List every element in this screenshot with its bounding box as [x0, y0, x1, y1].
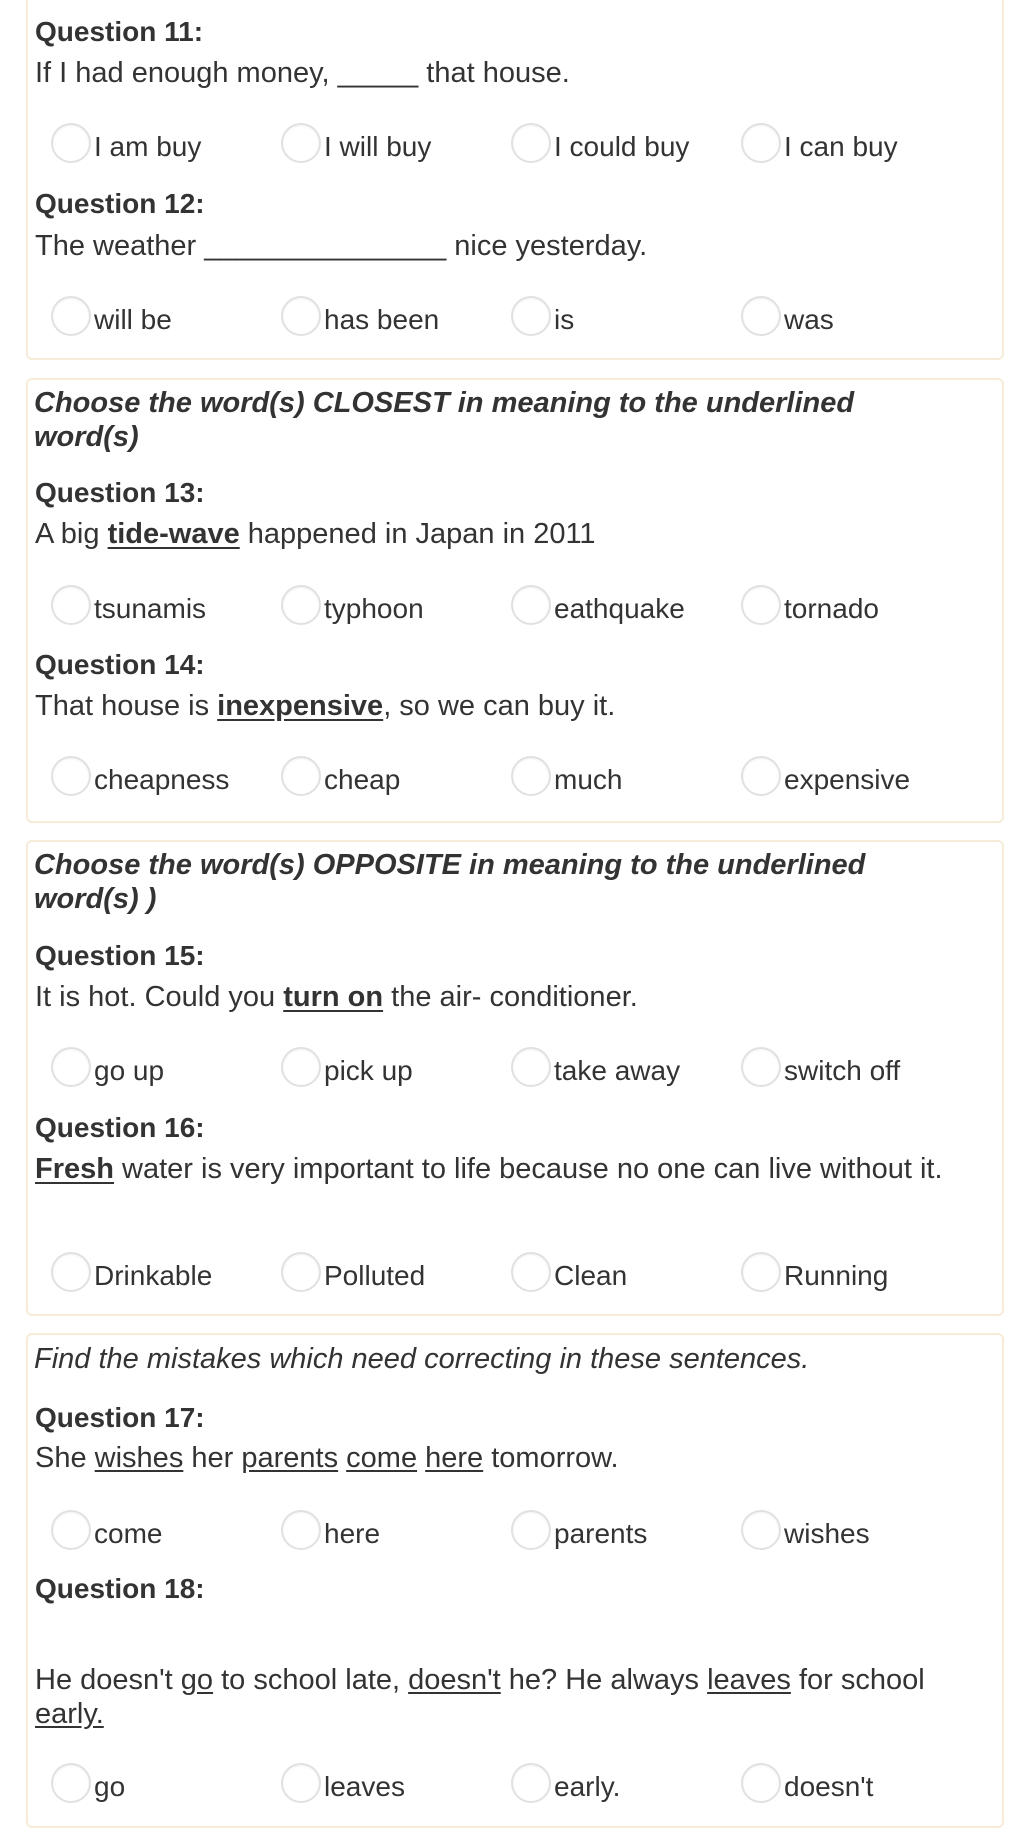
answer-option[interactable]: [511, 1509, 647, 1551]
answer-option[interactable]: [281, 1046, 413, 1088]
answer-option[interactable]: [51, 584, 206, 626]
underlined-word: Fresh: [35, 1153, 114, 1185]
radio-button[interactable]: [281, 1047, 321, 1087]
radio-button[interactable]: [51, 123, 91, 163]
answer-option[interactable]: [741, 122, 898, 164]
radio-button[interactable]: [51, 1763, 91, 1803]
radio-button[interactable]: [51, 1252, 91, 1292]
radio-button[interactable]: [511, 296, 551, 336]
option-label: cheap: [324, 764, 401, 795]
answer-options: [51, 1046, 1011, 1088]
radio-button[interactable]: [51, 585, 91, 625]
underlined-word: come: [346, 1442, 418, 1474]
option-label: has been: [324, 304, 440, 335]
answer-option[interactable]: [51, 1762, 125, 1804]
question-text: It is hot. Could you turn on the air- conditioner.: [35, 981, 638, 1013]
radio-button[interactable]: [741, 1510, 781, 1550]
option-label: typhoon: [324, 593, 424, 624]
radio-button[interactable]: [511, 1510, 551, 1550]
radio-button[interactable]: [511, 756, 551, 796]
answer-option[interactable]: [51, 1509, 162, 1551]
option-label: I can buy: [784, 131, 898, 162]
answer-option[interactable]: [511, 1251, 627, 1293]
question-text: That house is inexpensive, so we can buy it.: [35, 690, 616, 722]
radio-button[interactable]: [51, 1510, 91, 1550]
option-label: much: [554, 764, 623, 795]
question-text: The weather _______________ nice yesterday.: [35, 230, 648, 262]
option-label: parents: [554, 1518, 648, 1549]
radio-button[interactable]: [511, 1763, 551, 1803]
underlined-word: here: [425, 1442, 484, 1474]
underlined-word: parents: [241, 1442, 339, 1474]
question-text: If I had enough money, _____ that house.: [35, 57, 570, 89]
radio-button[interactable]: [511, 1252, 551, 1292]
radio-button[interactable]: [281, 123, 321, 163]
option-label: is: [554, 304, 575, 335]
underlined-word: turn on: [283, 981, 384, 1013]
answer-options: [51, 584, 1011, 626]
answer-option[interactable]: [281, 755, 400, 797]
underlined-word: doesn't: [408, 1664, 501, 1696]
radio-button[interactable]: [281, 1510, 321, 1550]
question-title: Question 14:: [35, 649, 205, 680]
radio-button[interactable]: [741, 296, 781, 336]
underlined-word: wishes: [94, 1442, 184, 1474]
radio-button[interactable]: [511, 123, 551, 163]
answer-option[interactable]: [741, 295, 834, 337]
radio-button[interactable]: [281, 756, 321, 796]
option-label: Running: [784, 1260, 889, 1291]
answer-option[interactable]: [51, 122, 201, 164]
radio-button[interactable]: [511, 585, 551, 625]
option-label: switch off: [784, 1055, 901, 1086]
option-label: leaves: [324, 1771, 405, 1802]
answer-option[interactable]: [741, 584, 879, 626]
radio-button[interactable]: [51, 296, 91, 336]
option-label: here: [324, 1518, 381, 1549]
option-label: Drinkable: [94, 1260, 213, 1291]
option-label: will be: [94, 304, 172, 335]
radio-button[interactable]: [281, 1252, 321, 1292]
option-label: go up: [94, 1055, 165, 1086]
answer-option[interactable]: [511, 584, 685, 626]
answer-option[interactable]: [281, 122, 431, 164]
answer-options: [51, 122, 1011, 164]
option-label: take away: [554, 1055, 681, 1086]
answer-options: [51, 1762, 1011, 1804]
answer-option[interactable]: [51, 1046, 164, 1088]
radio-button[interactable]: [741, 123, 781, 163]
answer-option[interactable]: [741, 1251, 888, 1293]
answer-option[interactable]: [281, 295, 439, 337]
section-instruction: Find the mistakes which need correcting in these sentences.: [34, 1343, 810, 1375]
radio-button[interactable]: [511, 1047, 551, 1087]
answer-option[interactable]: [51, 755, 229, 797]
option-label: I will buy: [324, 131, 432, 162]
option-label: tornado: [784, 593, 879, 624]
section-instruction: Choose the word(s) CLOSEST in meaning to the underlined word(s): [34, 387, 855, 453]
radio-button[interactable]: [741, 1252, 781, 1292]
question-title: Question 16:: [35, 1112, 205, 1143]
radio-button[interactable]: [741, 1763, 781, 1803]
radio-button[interactable]: [741, 756, 781, 796]
radio-button[interactable]: [281, 585, 321, 625]
option-label: expensive: [784, 764, 911, 795]
question-text: He doesn't go to school late, doesn't he? He always leaves for school early.: [35, 1664, 925, 1730]
question-title: Question 18:: [35, 1573, 205, 1604]
option-label: wishes: [784, 1518, 870, 1549]
option-label: Polluted: [324, 1260, 426, 1291]
option-label: go: [94, 1771, 126, 1802]
option-label: come: [94, 1518, 163, 1549]
question-text: Fresh water is very important to life because no one can live without it.: [35, 1153, 943, 1185]
underlined-word: inexpensive: [217, 690, 384, 722]
blank: _______________: [204, 230, 447, 262]
radio-button[interactable]: [51, 1047, 91, 1087]
answer-options: [51, 295, 1011, 337]
answer-option[interactable]: [281, 1251, 425, 1293]
answer-option[interactable]: [281, 1762, 405, 1804]
answer-option[interactable]: [281, 1509, 380, 1551]
radio-button[interactable]: [281, 1763, 321, 1803]
answer-option[interactable]: [51, 295, 172, 337]
option-label: I could buy: [554, 131, 690, 162]
radio-button[interactable]: [741, 1047, 781, 1087]
option-label: eathquake: [554, 593, 685, 624]
option-label: was: [784, 304, 834, 335]
option-label: cheapness: [94, 764, 230, 795]
answer-option[interactable]: [511, 122, 689, 164]
answer-options: [51, 1509, 1011, 1551]
answer-options: [51, 1251, 1011, 1293]
underlined-word: tide-wave: [107, 518, 240, 550]
answer-option[interactable]: [741, 1509, 870, 1551]
question-title: Question 17:: [35, 1402, 205, 1433]
answer-option[interactable]: [511, 295, 574, 337]
option-label: I am buy: [94, 131, 202, 162]
underlined-word: leaves: [707, 1664, 791, 1696]
answer-option[interactable]: [281, 584, 424, 626]
answer-option[interactable]: [51, 1251, 212, 1293]
answer-option[interactable]: [741, 1046, 900, 1088]
question-title: Question 12:: [35, 188, 205, 219]
option-label: pick up: [324, 1055, 413, 1086]
question-text: She wishes her parents come here tomorrow.: [35, 1442, 619, 1474]
answer-option[interactable]: [741, 1762, 873, 1804]
option-label: doesn't: [784, 1771, 874, 1802]
blank: _____: [337, 57, 419, 89]
answer-options: [51, 755, 1011, 797]
answer-option[interactable]: [741, 755, 910, 797]
question-title: Question 13:: [35, 477, 205, 508]
section-instruction: Choose the word(s) OPPOSITE in meaning to the underlined word(s) ): [34, 849, 866, 915]
option-label: tsunamis: [94, 593, 207, 624]
underlined-word: go: [180, 1664, 214, 1696]
answer-option[interactable]: [511, 1762, 620, 1804]
option-label: Clean: [554, 1260, 628, 1291]
answer-option[interactable]: [511, 755, 622, 797]
radio-button[interactable]: [281, 296, 321, 336]
question-title: Question 11:: [35, 16, 204, 47]
option-label: early.: [554, 1771, 621, 1802]
answer-option[interactable]: [511, 1046, 680, 1088]
underlined-word: early.: [35, 1698, 104, 1730]
question-title: Question 15:: [35, 940, 205, 971]
radio-button[interactable]: [51, 756, 91, 796]
radio-button[interactable]: [741, 585, 781, 625]
question-text: A big tide-wave happened in Japan in 2011: [35, 518, 596, 550]
